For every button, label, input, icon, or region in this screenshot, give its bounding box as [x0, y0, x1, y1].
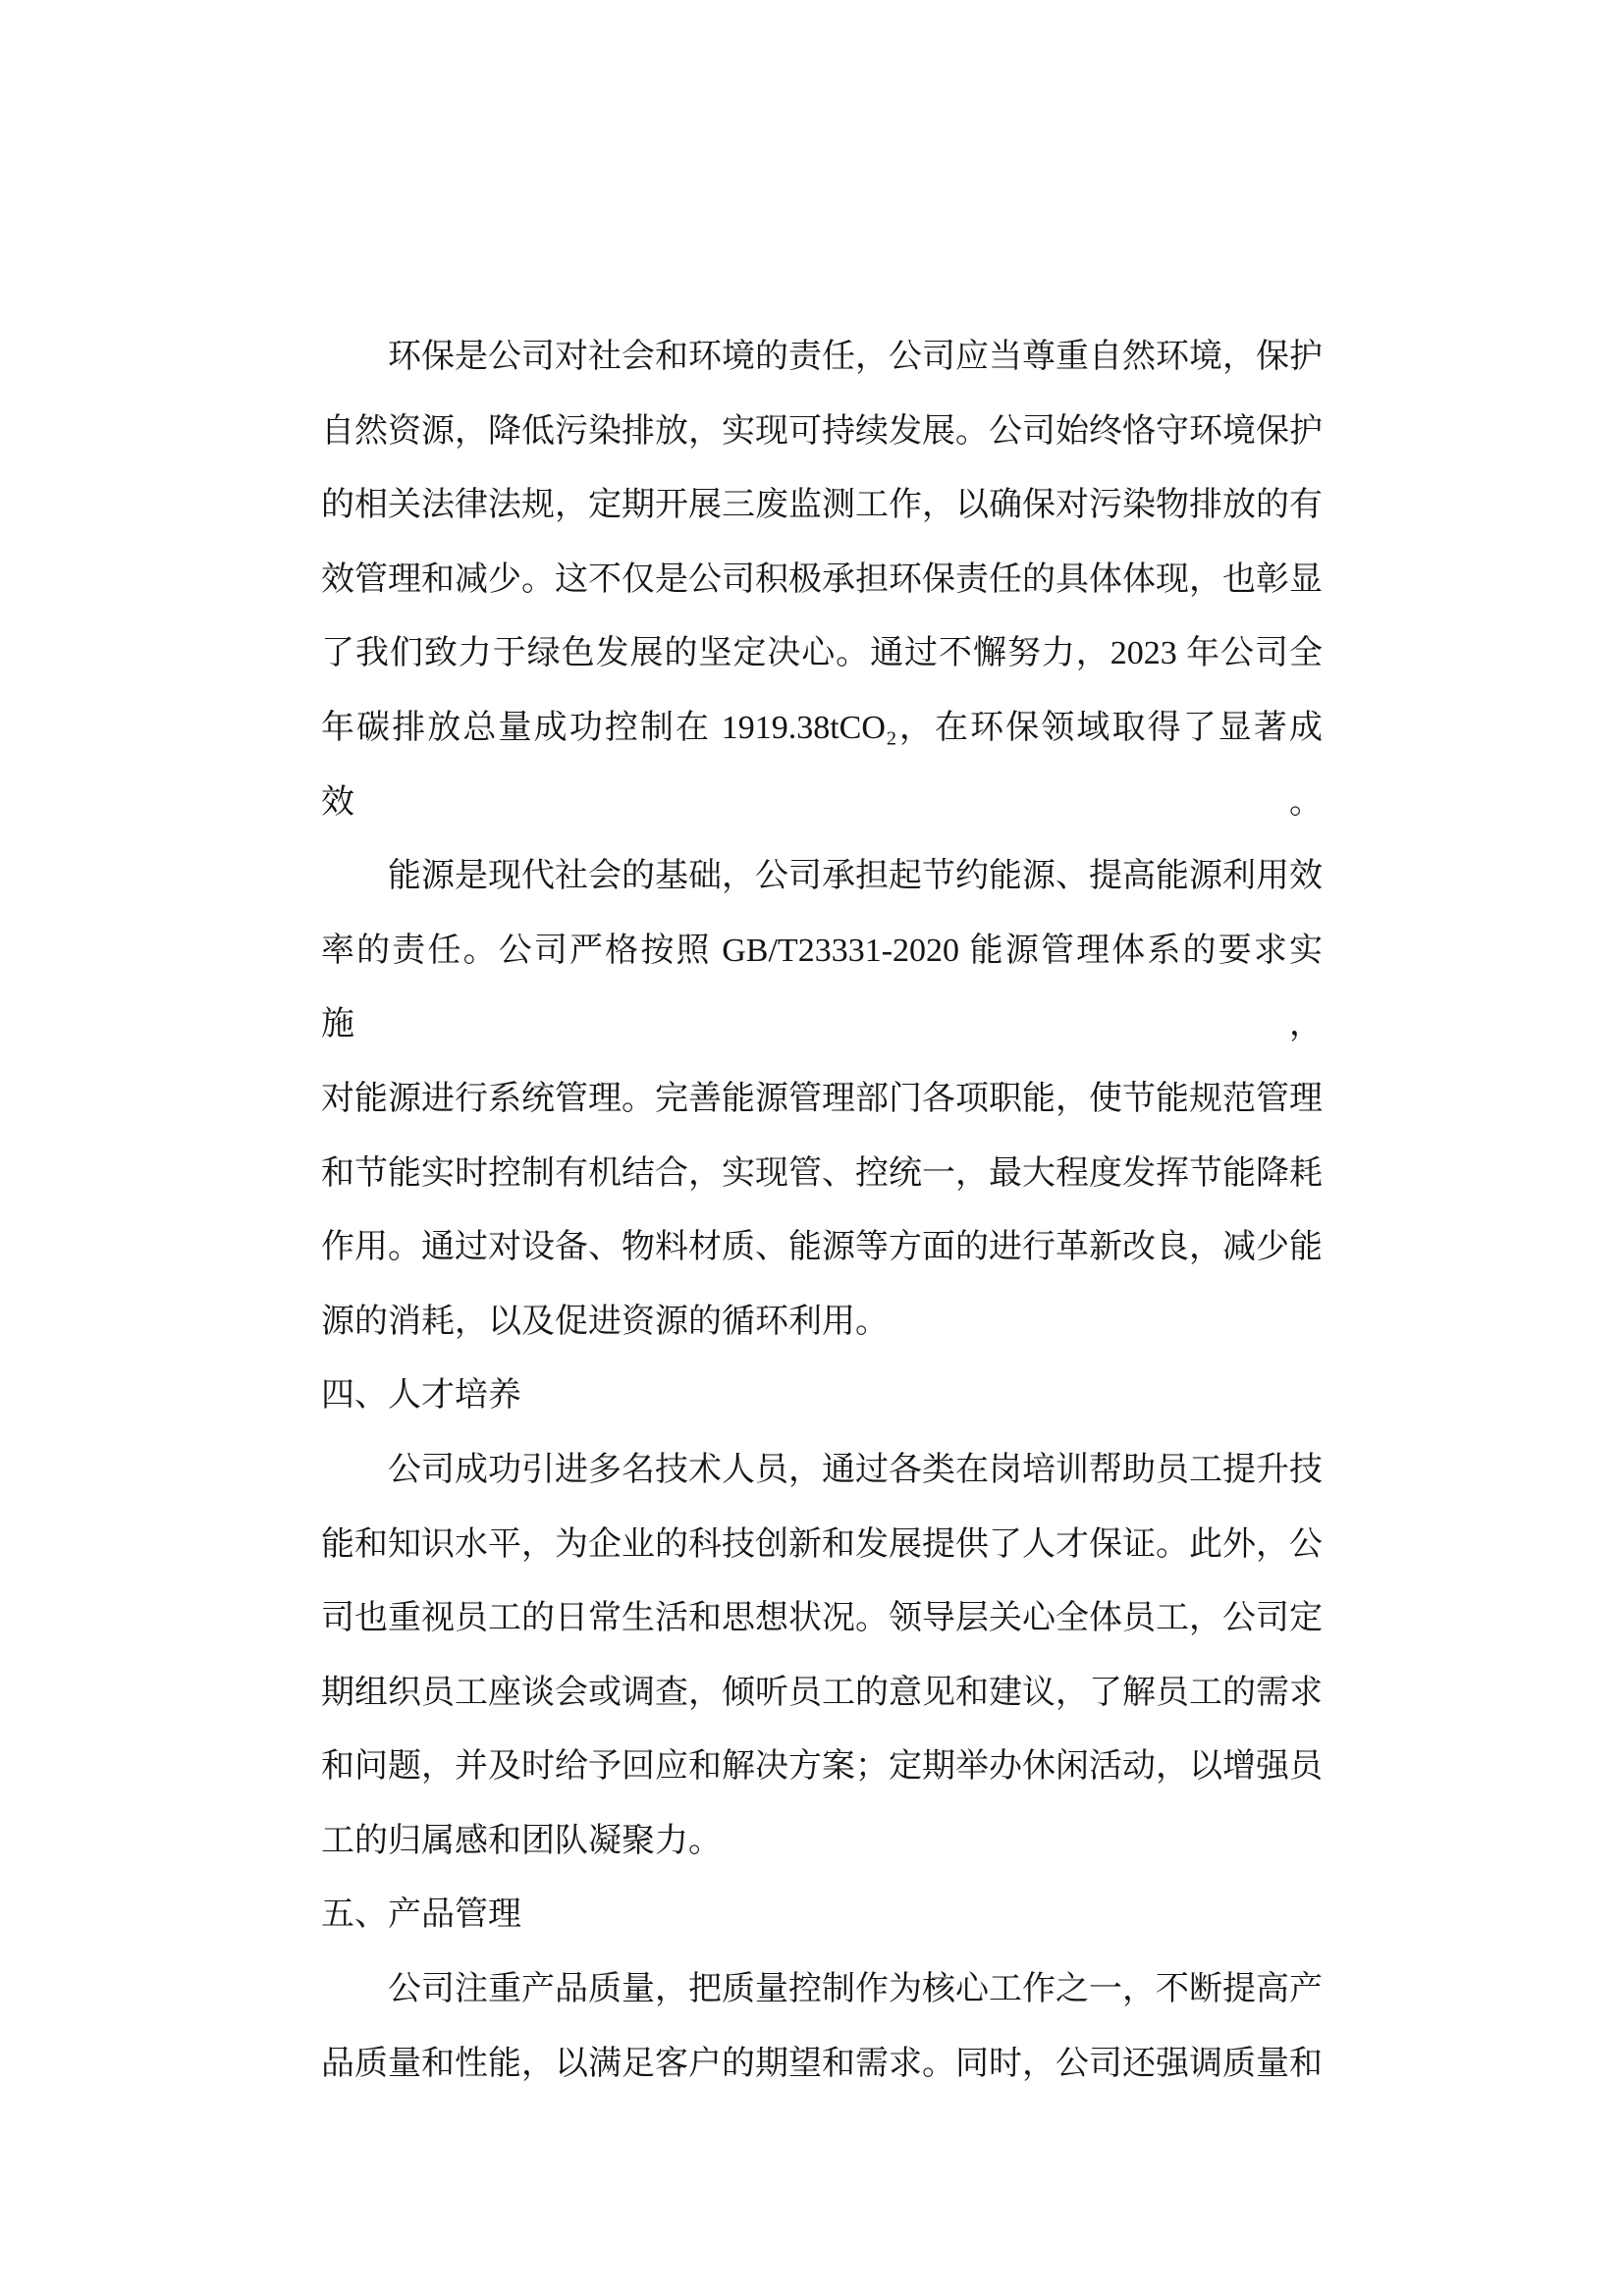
text-line: 四、人才培养: [321, 1377, 521, 1415]
text-line: 环保是公司对社会和环境的责任，公司应当尊重自然环境，保护: [388, 339, 1323, 375]
text-line: 和节能实时控制有机结合，实现管、控统一，最大程度发挥节能降耗: [321, 1154, 1323, 1192]
text-line: 品质量和性能，以满足客户的期望和需求。同时，公司还强调质量和: [321, 2045, 1323, 2082]
text-line: 能和知识水平，为企业的科技创新和发展提供了人才保证。此外，公: [321, 1525, 1323, 1563]
heading-product-management: [321, 1878, 1323, 1952]
text-line: 了我们致力于绿色发展的坚定决心。通过不懈努力，2023 年公司全: [321, 635, 1323, 672]
text-line: 率的责任。公司严格按照 GB/T23331-2020 能源管理体系的要求实施，: [321, 932, 1323, 1043]
text-line: 和问题，并及时给予回应和解决方案；定期举办休闲活动，以增强员: [321, 1748, 1323, 1786]
text-line: 司也重视员工的日常生活和思想状况。领导层关心全体员工，公司定: [321, 1600, 1323, 1637]
text-line: 的相关法律法规，定期开展三废监测工作，以确保对污染物排放的有: [321, 487, 1323, 524]
text-line: 能源是现代社会的基础，公司承担起节约能源、提高能源利用效: [388, 858, 1323, 895]
text-line: 对能源进行系统管理。完善能源管理部门各项职能，使节能规范管理: [321, 1080, 1323, 1117]
paragraph-product: [321, 1952, 1323, 2101]
text-line: 公司注重产品质量，把质量控制作为核心工作之一，不断提高产: [388, 1971, 1323, 2008]
text-line: 年碳排放总量成功控制在 1919.38tCO₂，在环保领域取得了显著成效。: [321, 709, 1323, 821]
text-line: 工的归属感和团队凝聚力。: [321, 1822, 722, 1859]
paragraph-environment: [321, 320, 1323, 839]
paragraph-talent: [321, 1433, 1323, 1879]
text-line: 作用。通过对设备、物料材质、能源等方面的进行革新改良，减少能: [321, 1229, 1323, 1266]
document-content: [321, 320, 1323, 2101]
heading-talent-development: [321, 1359, 1323, 1433]
paragraph-energy: [321, 839, 1323, 1359]
text-line: 自然资源，降低污染排放，实现可持续发展。公司始终恪守环境保护: [321, 412, 1323, 450]
text-line: 效管理和减少。这不仅是公司积极承担环保责任的具体体现，也彰显: [321, 561, 1323, 598]
text-line: 公司成功引进多名技术人员，通过各类在岗培训帮助员工提升技: [388, 1451, 1323, 1488]
text-line: 期组织员工座谈会或调查，倾听员工的意见和建议，了解员工的需求: [321, 1674, 1323, 1711]
text-line: 源的消耗，以及促进资源的循环利用。: [321, 1303, 889, 1340]
text-line: 五、产品管理: [321, 1896, 521, 1934]
